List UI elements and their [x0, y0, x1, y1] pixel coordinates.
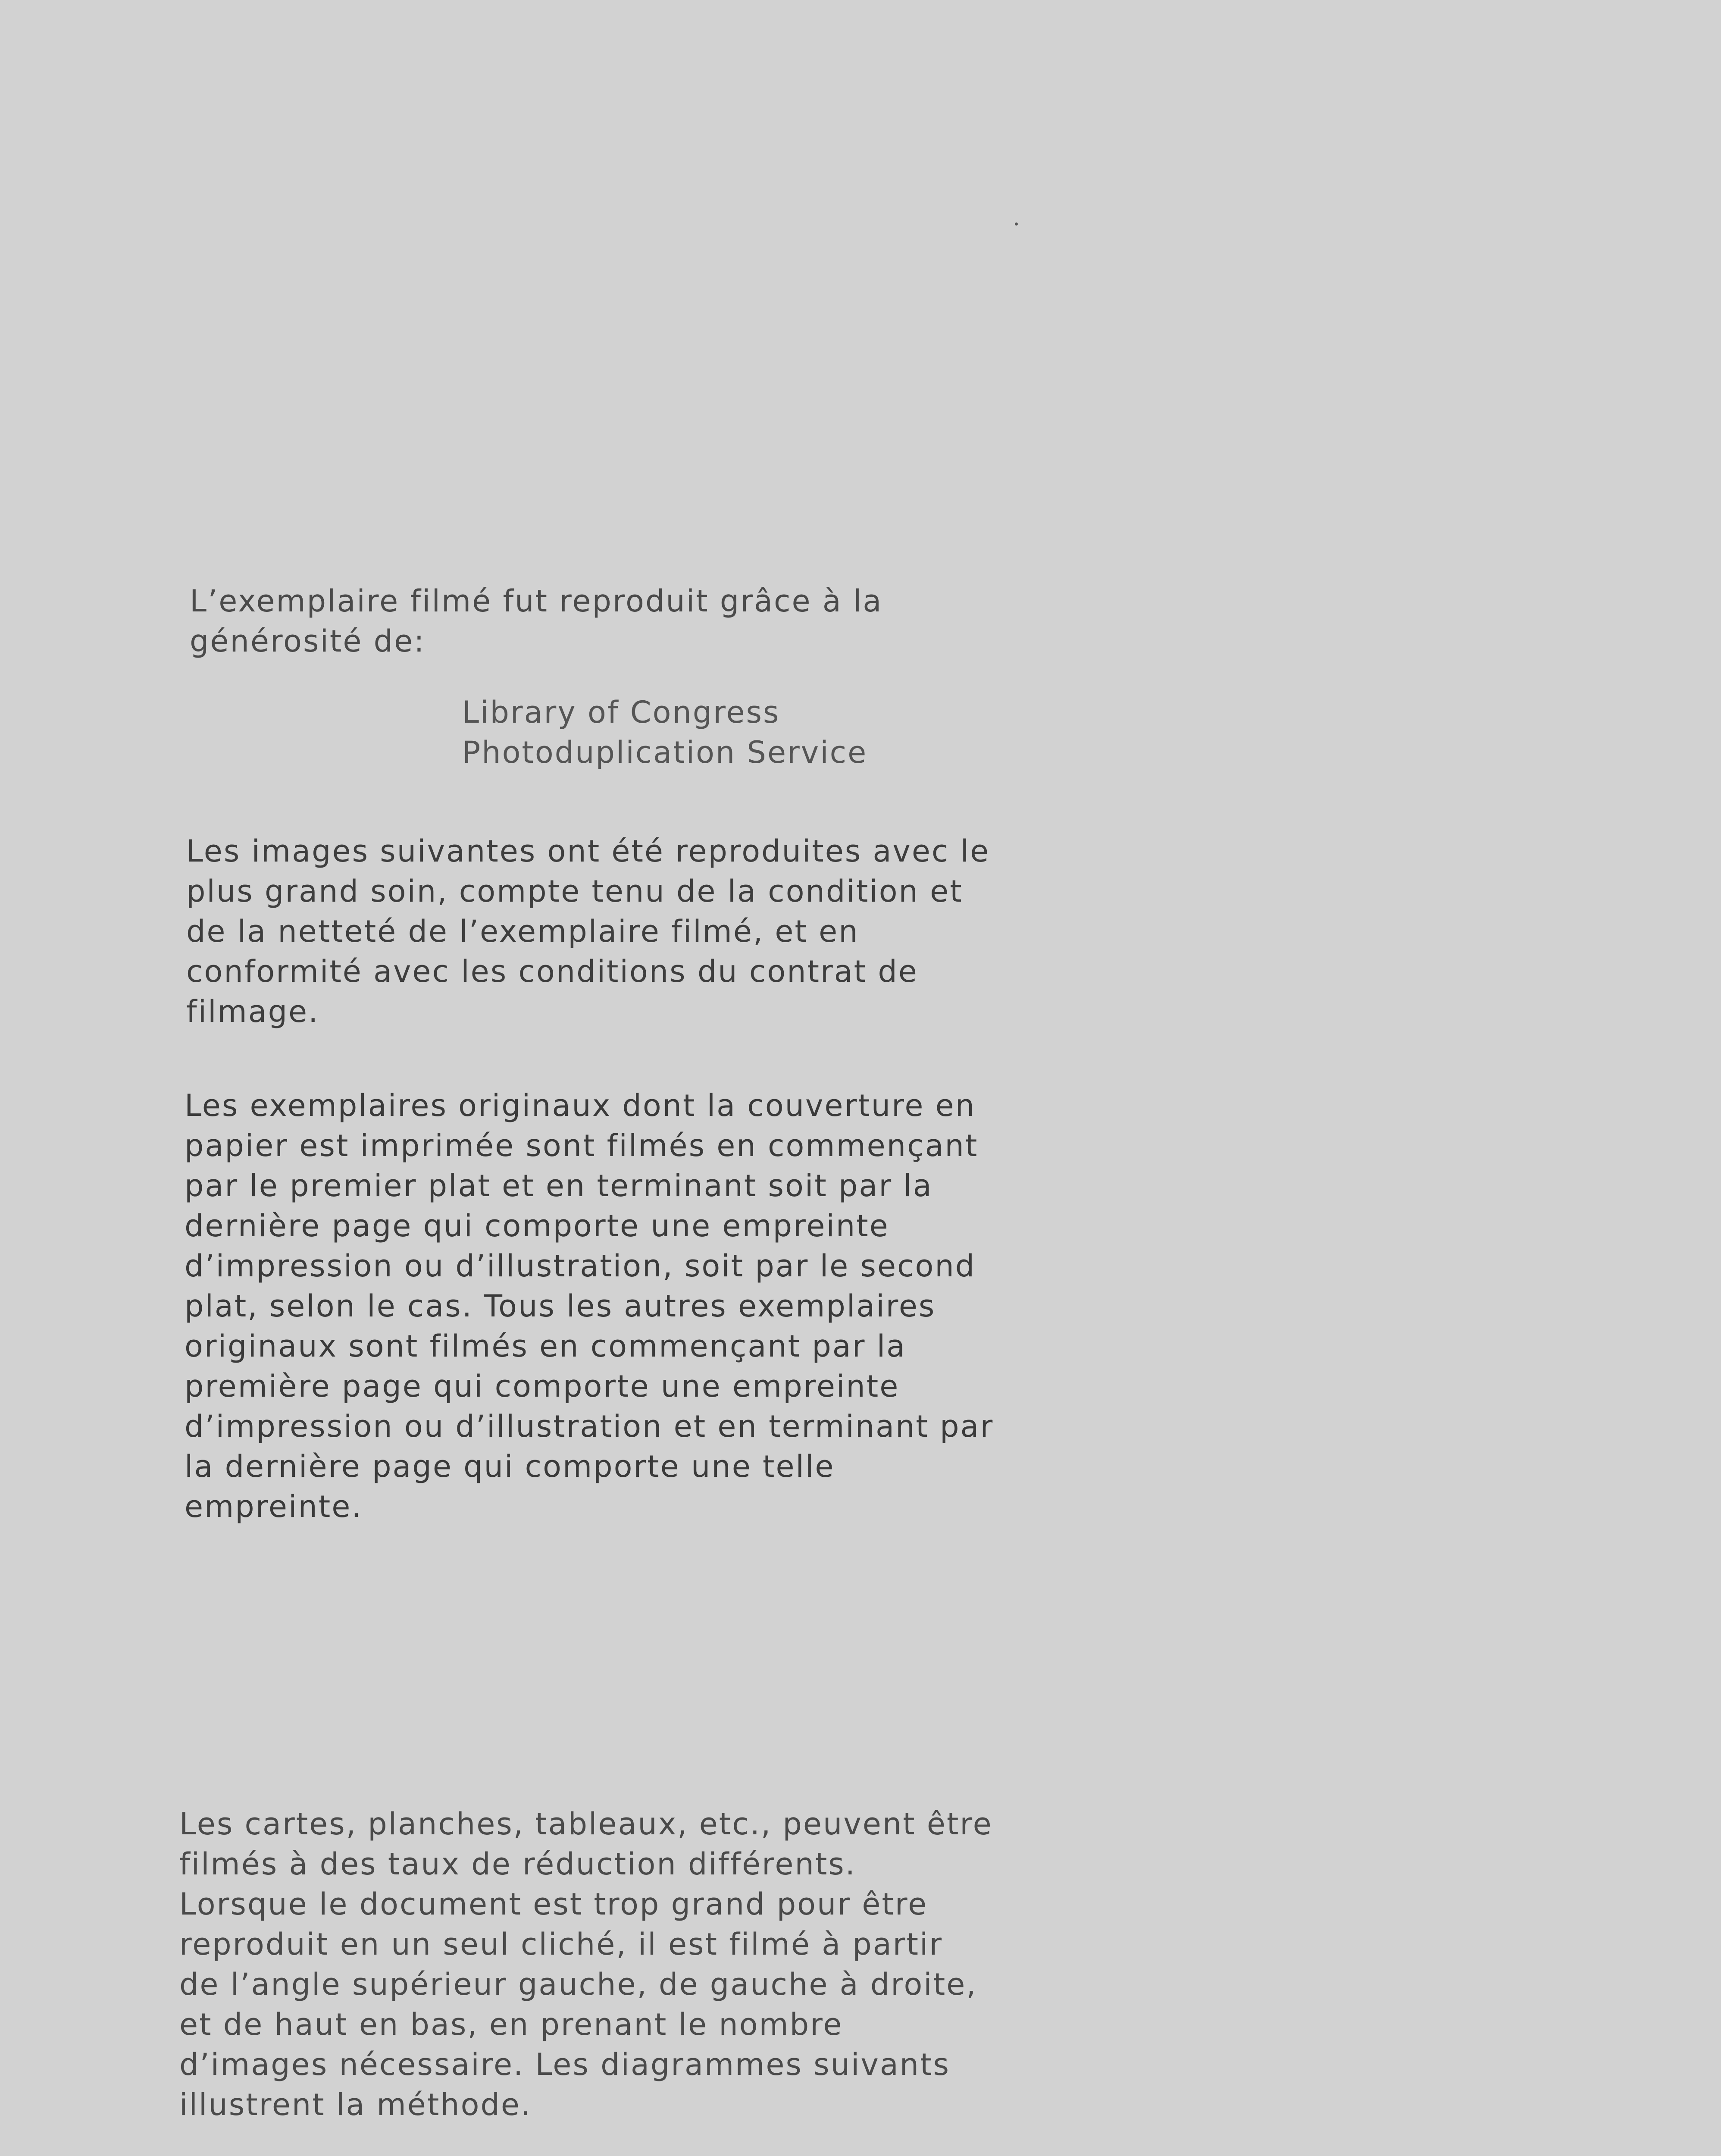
institution-name: [462, 693, 867, 773]
paragraph-line: de l’angle supérieur gauche, de gauche à droite,: [179, 1967, 977, 2002]
credit-line: générosité de:: [190, 624, 426, 659]
dust-speck: [1015, 222, 1018, 226]
paragraph-line: Les exemplaires originaux dont la couverture en: [185, 1088, 976, 1123]
paragraph-line: par le premier plat et en terminant soit par la: [185, 1168, 933, 1203]
paragraph-line: papier est imprimée sont filmés en commençant: [185, 1128, 979, 1163]
paragraph-reduction-method: [179, 1804, 993, 2125]
paragraph-line: dernière page qui comporte une empreinte: [185, 1208, 889, 1244]
institution-line: Library of Congress: [462, 695, 780, 730]
paragraph-line: conformité avec les conditions du contrat de: [186, 954, 918, 989]
paragraph-line: filmés à des taux de réduction différents.: [179, 1846, 857, 1882]
paragraph-line: la dernière page qui comporte une telle: [185, 1449, 835, 1484]
paragraph-line: et de haut en bas, en prenant le nombre: [179, 2007, 843, 2042]
credit-line: L’exemplaire filmé fut reproduit grâce à la: [190, 583, 883, 619]
paragraph-filming-order: [185, 1086, 994, 1527]
paragraph-line: filmage.: [186, 994, 319, 1029]
credit-statement: [190, 581, 882, 661]
paragraph-line: première page qui comporte une empreinte: [185, 1369, 900, 1404]
paragraph-line: illustrent la méthode.: [179, 2087, 532, 2122]
paragraph-line: Les cartes, planches, tableaux, etc., peuvent être: [179, 1806, 993, 1842]
institution-line: Photoduplication Service: [462, 735, 868, 770]
paragraph-line: d’impression ou d’illustration et en terminant par: [185, 1409, 994, 1444]
paragraph-line: Lorsque le document est trop grand pour être: [179, 1887, 928, 1922]
paragraph-line: d’images nécessaire. Les diagrammes suivants: [179, 2047, 951, 2082]
paragraph-line: d’impression ou d’illustration, soit par le second: [185, 1248, 976, 1284]
paragraph-image-quality: [186, 831, 990, 1032]
paragraph-line: de la netteté de l’exemplaire filmé, et en: [186, 914, 859, 949]
paragraph-line: plus grand soin, compte tenu de la condition et: [186, 874, 963, 909]
paragraph-line: plat, selon le cas. Tous les autres exemplaires: [185, 1288, 936, 1324]
paragraph-line: Les images suivantes ont été reproduites avec le: [186, 834, 990, 869]
paragraph-line: originaux sont filmés en commençant par la: [185, 1329, 907, 1364]
paragraph-line: empreinte.: [185, 1489, 363, 1524]
paragraph-line: reproduit en un seul cliché, il est filmé à partir: [179, 1927, 943, 1962]
